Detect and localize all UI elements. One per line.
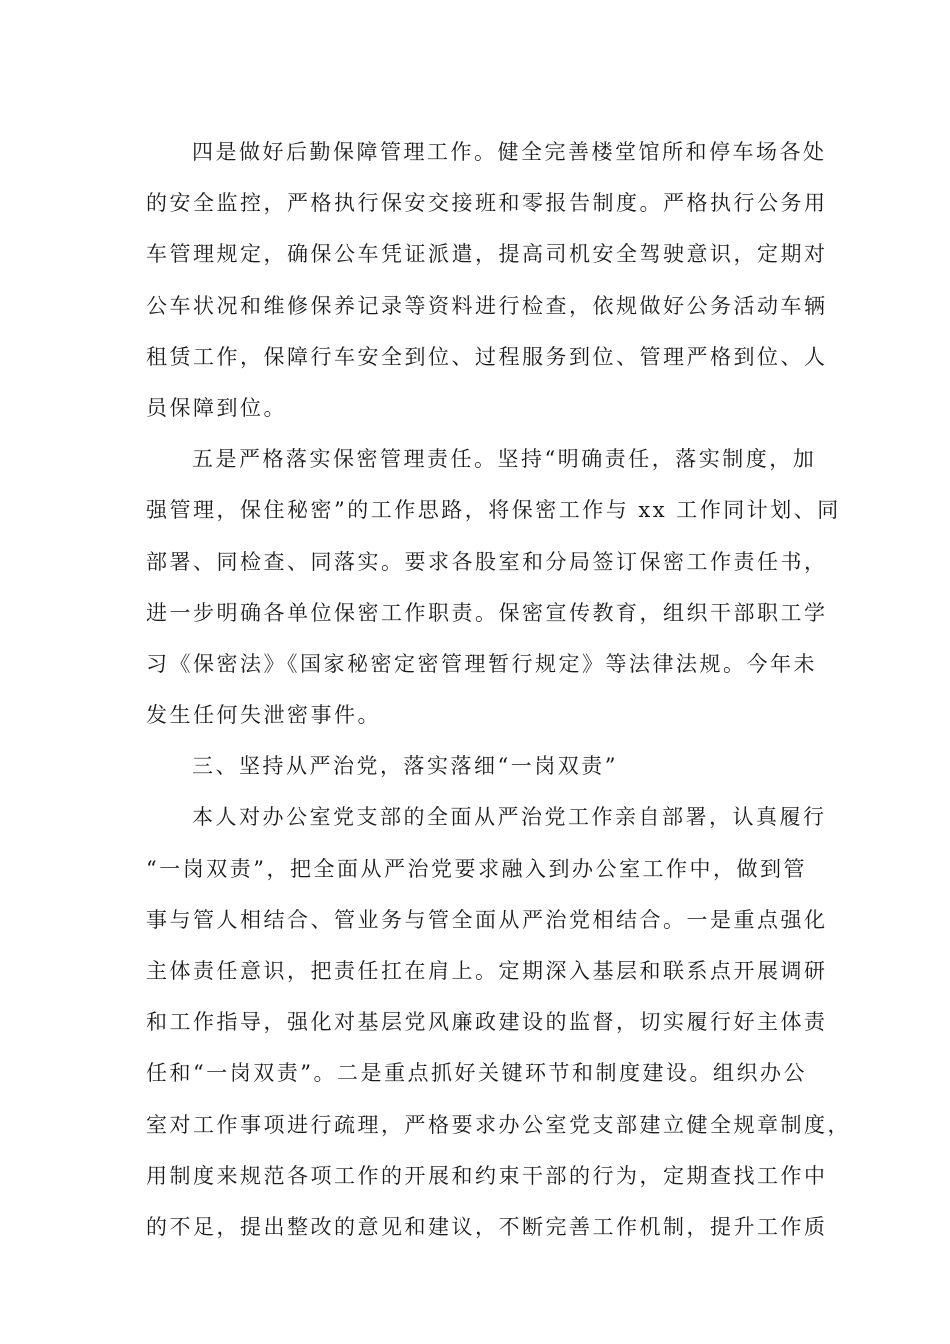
section-heading-text: 三、坚持从严治党，落实落细“一岗双责” (192, 754, 618, 779)
paragraph-line: 部署、同检查、同落实。要求各股室和分局签订保密工作责任书， (146, 549, 828, 574)
paragraph-logistics (146, 127, 828, 434)
paragraph-line: 强管理，保住秘密”的工作思路，将保密工作与 xx 工作同计划、同 (146, 498, 841, 523)
paragraph-line: 事与管人相结合、管业务与管全面从严治党相结合。一是重点强化 (146, 907, 828, 932)
paragraph-line: 的安全监控，严格执行保安交接班和零报告制度。严格执行公务用 (146, 191, 828, 216)
paragraph-line: “一岗双责”，把全面从严治党要求融入到办公室工作中，做到管 (146, 856, 807, 881)
paragraph-line: 四是做好后勤保障管理工作。健全完善楼堂馆所和停车场各处 (192, 140, 827, 164)
paragraph-line: 习《保密法》《国家秘密定密管理暂行规定》等法律法规。今年未 (146, 651, 817, 676)
document-body (146, 127, 851, 1253)
paragraph-confidentiality (146, 434, 841, 741)
paragraph-line: 用制度来规范各项工作的开展和约束干部的行为，定期查找工作中 (146, 1163, 828, 1188)
paragraph-line: 员保障到位。 (146, 395, 287, 420)
paragraph-line: 进一步明确各单位保密工作职责。保密宣传教育，组织干部职工学 (146, 600, 828, 625)
paragraph-line: 任和“一岗双责”。二是重点抓好关键环节和制度建设。组织办公 (146, 1061, 807, 1086)
paragraph-line: 室对工作事项进行疏理，严格要求办公室党支部建立健全规章制度， (146, 1112, 851, 1137)
paragraph-line: 的不足，提出整改的意见和建议，不断完善工作机制，提升工作质 (146, 1214, 828, 1239)
paragraph-line: 五是严格落实保密管理责任。坚持“明确责任，落实制度，加 (192, 447, 817, 472)
section-heading (146, 741, 806, 792)
paragraph-line: 发生任何失泄密事件。 (146, 703, 381, 728)
paragraph-line: 本人对办公室党支部的全面从严治党工作亲自部署，认真履行 (192, 805, 827, 830)
paragraph-line: 租赁工作，保障行车安全到位、过程服务到位、管理严格到位、人 (146, 344, 828, 369)
paragraph-line: 和工作指导，强化对基层党风廉政建设的监督，切实履行好主体责 (146, 1010, 828, 1035)
paragraph-line: 公车状况和维修保养记录等资料进行检查，依规做好公务活动车辆 (146, 293, 828, 318)
paragraph-line: 车管理规定，确保公车凭证派遣，提高司机安全驾驶意识，定期对 (146, 242, 828, 267)
paragraph-party-governance (146, 792, 851, 1253)
paragraph-line: 主体责任意识，把责任扛在肩上。定期深入基层和联系点开展调研 (146, 959, 828, 983)
